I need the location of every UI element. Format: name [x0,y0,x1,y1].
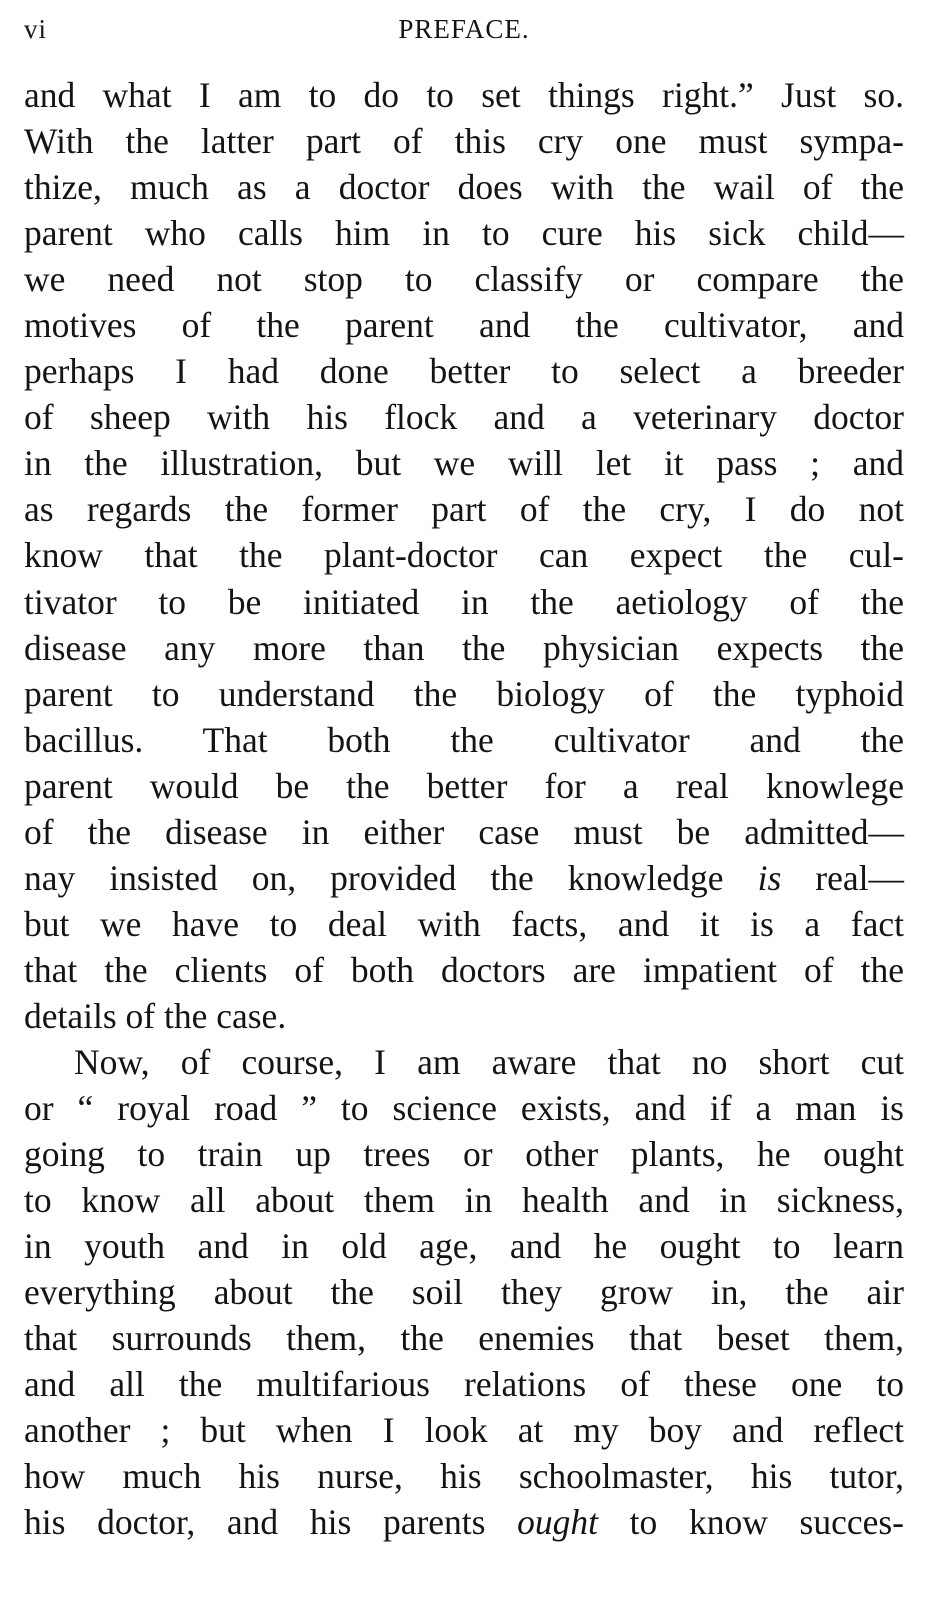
text-line: that surrounds them, the enemies that beset them, [24,1318,904,1359]
italic-word: is [757,857,782,898]
text-line: in the illustration, but we will let it pass ; and [24,443,904,484]
text-line [24,1499,904,1545]
text-line: another ; but when I look at my boy and reflect [24,1410,904,1451]
running-title: PREFACE. [398,14,530,44]
paragraph [24,72,904,1039]
text-line: in youth and in old age, and he ought to learn [24,1226,904,1267]
text-line: going to train up trees or other plants, he ought [24,1134,904,1175]
text-line: as regards the former part of the cry, I do not [24,489,904,530]
text-segment: nay insisted on, provided the knowledge [24,857,758,898]
text-line: or “ royal road ” to science exists, and if a man is [24,1088,904,1129]
running-head [24,14,904,54]
text-line: that the clients of both doctors are impatient of the [24,949,904,990]
text-line: and what I am to do to set things right.” Just so. [24,75,904,115]
text-line: bacillus. That both the cultivator and the [24,719,904,760]
text-line: of the disease in either case must be admitted— [24,811,904,852]
text-line: disease any more than the physician expects the [24,627,904,668]
text-line: but we have to deal with facts, and it is a fact [24,903,904,944]
text-line: thize, much as a doctor does with the wail of the [24,167,904,208]
text-line: we need not stop to classify or compare the [24,259,904,300]
body-text [24,72,904,1546]
text-line: details of the case. [24,995,287,1036]
text-line: tivator to be initiated in the aetiology of the [24,581,904,622]
text-line: to know all about them in health and in sickness, [24,1180,904,1221]
italic-word: ought [517,1502,598,1543]
text-line: parent to understand the biology of the typhoid [24,673,904,714]
text-line: motives of the parent and the cultivator, and [24,305,904,346]
page-number: vi [24,14,48,44]
text-line: Now, of course, I am aware that no short cut [74,1041,904,1082]
text-segment: real— [781,857,905,898]
text-segment: his doctor, and his parents [24,1502,518,1543]
text-line: of sheep with his flock and a veterinary doctor [24,397,904,438]
text-line: and all the multifarious relations of these one to [24,1364,904,1405]
text-line: parent who calls him in to cure his sick child— [24,213,904,254]
text-line: know that the plant-doctor can expect the cul- [24,535,904,576]
text-line: parent would be the better for a real knowlege [24,765,904,806]
text-line: everything about the soil they grow in, the air [24,1272,904,1313]
text-line: perhaps I had done better to select a breeder [24,351,904,392]
text-line [24,855,904,901]
text-line: how much his nurse, his schoolmaster, his tutor, [24,1456,904,1497]
paragraph [24,1039,904,1546]
text-segment: to know succes- [598,1502,904,1543]
text-line: With the latter part of this cry one must sympa- [24,121,904,162]
